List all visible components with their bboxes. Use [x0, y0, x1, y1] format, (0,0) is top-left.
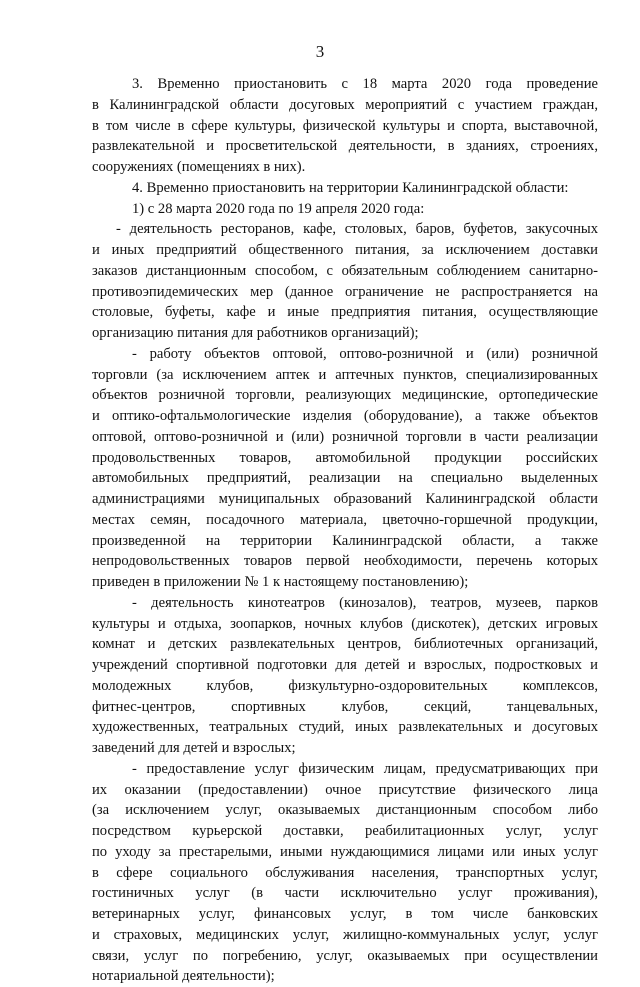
document-body [92, 74, 598, 987]
text-line: гостиничных услуг (в части исключительно услуг проживания), [92, 885, 598, 902]
text-line: объектов розничной торговли, реализующих медицинские, ортопедические [92, 387, 598, 404]
text-line: - предоставление услуг физическим лицам, предусматривающих при [132, 760, 598, 777]
text-line: и иных предприятий общественного питания, за исключением доставки [92, 242, 598, 258]
text-line: ветеринарных услуг, финансовых услуг, в том числе банковских [92, 906, 598, 922]
text-line: учреждений спортивной подготовки для детей и взрослых, подростковых и [92, 657, 598, 673]
text-line: 3. Временно приостановить с 18 марта 2020 года проведение [132, 76, 598, 92]
text-line: по уходу за престарелыми, иными нуждающимися лицами или иных услуг [92, 843, 598, 860]
text-line: продовольственных товаров, автомобильной продукции российских [92, 449, 598, 466]
text-line: - работу объектов оптовой, оптово-розничной и (или) розничной [132, 345, 598, 362]
text-line: произведенной на территории Калининградской области, а также [92, 532, 598, 549]
text-line: в сфере социального обслуживания населения, транспортных услуг, [92, 864, 598, 881]
text-line: 4. Временно приостановить на территории Калининградской области: [132, 179, 569, 196]
text-line: столовые, буфеты, кафе и иные предприятия питания, осуществляющие [92, 304, 598, 321]
text-line: заказов дистанционным способом, с обязательным соблюдением санитарно- [92, 262, 598, 279]
text-line: заведений для детей и взрослых; [92, 740, 296, 756]
text-line: торговли (за исключением аптек и аптечных пунктов, специализированных [92, 366, 598, 383]
text-line: организацию питания для работников организаций); [92, 325, 419, 341]
text-line: молодежных клубов, физкультурно-оздоровительных комплексов, [92, 677, 598, 694]
text-line: и оптико-офтальмологические изделия (оборудование), а также объектов [92, 408, 598, 424]
text-line: 1) с 28 марта 2020 года по 19 апреля 2020 года: [132, 200, 425, 217]
text-line: непродовольственных товаров первой необходимости, перечень которых [92, 553, 598, 570]
text-line: сооружениях (помещениях в них). [92, 159, 306, 175]
text-line: комнат и детских развлекательных центров, библиотечных организаций, [92, 636, 598, 653]
text-line: в том числе в сфере культуры, физической культуры и спорта, выставочной, [92, 117, 598, 134]
text-line: противоэпидемических мер (данное ограничение не распространяется на [92, 283, 598, 300]
text-line: автомобильных предприятий, реализации на специально выделенных [92, 470, 598, 487]
text-line: администрациями муниципальных образований Калининградской области [92, 491, 598, 507]
text-line: - деятельность кинотеатров (кинозалов), театров, музеев, парков [132, 594, 598, 611]
text-line: и страховых, медицинских услуг, жилищно-коммунальных услуг, услуг [92, 926, 598, 943]
text-line: оптовой, оптово-розничной и (или) розничной торговли в части реализации [92, 428, 598, 445]
text-line: посредством курьерской доставки, реабилитационных услуг, услуг [92, 823, 598, 839]
text-line: приведен в приложении № 1 к настоящему постановлению); [92, 574, 469, 590]
text-line: нотариальной деятельности); [92, 968, 275, 985]
text-line: художественных, театральных студий, иных развлекательных и досуговых [92, 719, 598, 736]
text-line: фитнес-центров, спортивных клубов, секций, танцевальных, [92, 698, 598, 715]
text-line: в Калининградской области досуговых мероприятий с участием граждан, [92, 96, 598, 113]
text-line: - деятельность ресторанов, кафе, столовых, баров, буфетов, закусочных [116, 221, 598, 238]
text-line: местах семян, посадочного материала, цветочно-горшечной продукции, [92, 511, 598, 528]
text-line: связи, услуг по погребению, услуг, оказываемых при осуществлении [92, 947, 598, 964]
text-line: развлекательной и просветительской деятельности, в зданиях, строениях, [92, 138, 598, 155]
text-line: их оказании (предоставлении) очное присутствие физического лица [92, 781, 598, 798]
page-number: 3 [315, 42, 325, 61]
text-line: (за исключением услуг, оказываемых дистанционным способом либо [92, 802, 598, 819]
text-line: культуры и отдыха, зоопарков, ночных клубов (дискотек), детских игровых [92, 615, 598, 632]
